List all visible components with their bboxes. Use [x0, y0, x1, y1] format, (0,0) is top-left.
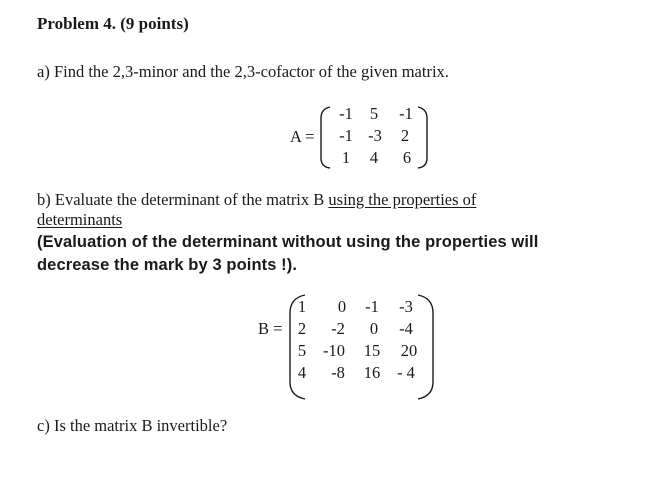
- part-b-note-line-1: (Evaluation of the determinant without using the properties will: [37, 233, 539, 251]
- matrix-a-cell: 2: [400, 126, 410, 145]
- part-c-question: c) Is the matrix B invertible?: [37, 416, 228, 435]
- matrix-a-cell: -3: [368, 126, 382, 145]
- matrix-b-cell: -1: [365, 297, 379, 316]
- matrix-b-cell: 1: [297, 297, 307, 316]
- matrix-a-cell: -1: [399, 104, 413, 123]
- matrix-b-cell: -4: [399, 319, 413, 338]
- matrix-a-cell: 1: [341, 148, 351, 167]
- matrix-a-cell: 5: [369, 104, 379, 123]
- matrix-a-cell: 4: [369, 148, 379, 167]
- matrix-b-cell: 2: [297, 319, 307, 338]
- matrix-a-cell: -1: [339, 104, 353, 123]
- matrix-b-cell: -2: [331, 319, 345, 338]
- part-b-text-prefix: b) Evaluate the determinant of the matrix B: [37, 190, 329, 209]
- matrix-b-cell: -8: [331, 363, 345, 382]
- matrix-b-cell: 4: [297, 363, 307, 382]
- part-a-question: a) Find the 2,3-minor and the 2,3-cofactor of the given matrix.: [37, 62, 449, 81]
- matrix-b-cell: 20: [400, 341, 418, 360]
- matrix-b-cell: -3: [399, 297, 413, 316]
- part-b-note-line-2: decrease the mark by 3 points !).: [37, 256, 298, 274]
- problem-title: Problem 4. (9 points): [37, 14, 189, 33]
- matrix-a-label: A =: [290, 127, 315, 146]
- matrix-b-cell: 0: [337, 297, 347, 316]
- part-b-underlined-text: using the properties of: [328, 190, 477, 209]
- matrix-a-cell: -1: [339, 126, 353, 145]
- matrix-b-cell: 5: [297, 341, 307, 360]
- matrix-b-label: B =: [258, 319, 283, 338]
- matrix-b-cell: 16: [363, 363, 381, 382]
- matrix-b-cell: 0: [369, 319, 379, 338]
- matrix-b-cell: 15: [363, 341, 381, 360]
- matrix-b-cell: -10: [323, 341, 345, 360]
- matrix-a-cell: 6: [402, 148, 412, 167]
- matrix-b-cell: - 4: [397, 363, 415, 382]
- part-b-underlined-text-continued: determinants: [37, 210, 123, 229]
